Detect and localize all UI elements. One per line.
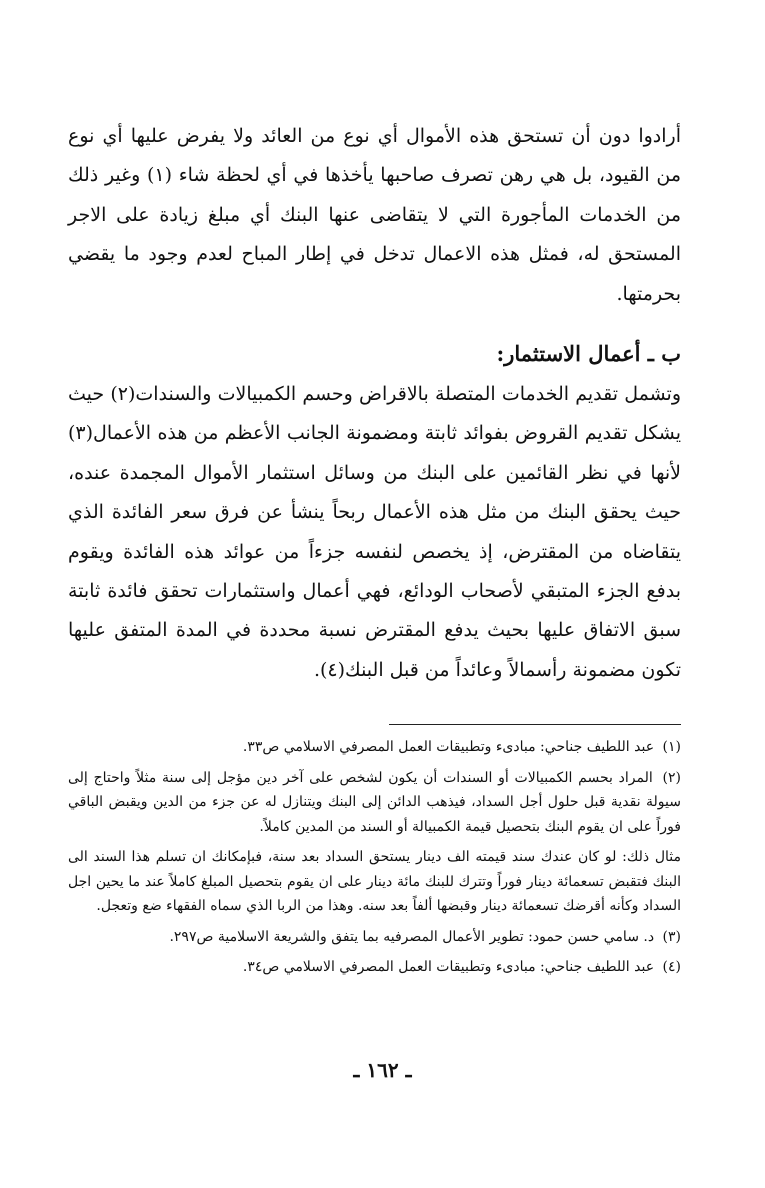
footnote-separator — [389, 724, 681, 725]
book-page — [68, 117, 681, 1188]
section-heading: ب ـ أعمال الاستثمار: — [496, 341, 681, 367]
footnote-text: عبد اللطيف جناحي: مبادىء وتطبيقات العمل المصرفي الاسلامي ص٣٣. — [242, 739, 655, 756]
footnote-text: المراد بحسم الكمبيالات أو السندات أن يكون لشخص على آخر دين مؤجل إلى سنة مثلاً واحتاج إلى سيولة نقدية قبل حلول أجل السداد، فيذهب الدائن إلى البنك ويتنازل له عن جزء من الدين ويقبض الباقي فوراً على ان يقوم البنك بتحصيل قيمة الكمبيالة أو السند من المدين كاملاً. — [68, 769, 681, 835]
footnote-number: (١) — [662, 739, 681, 756]
footnotes — [68, 735, 681, 980]
footnote-text: مثال ذلك: لو كان عندك سند قيمته الف دينار يستحق السداد بعد سنة، فبإمكانك ان تسلم هذا السند الى البنك فتقبض تسعمائة دينار فوراً وتترك للبنك مائة دينار على ان يقوم بتحصيل المبلغ كاملاً عند ما يحين اجل السداد وكأنه أقرضك تسعمائة دينار وقبضها ألفاً بعد سنه. وهذا من الربا الذي سماه الفقهاء ضع وتعجل. — [68, 849, 681, 915]
footnote-number: (٤) — [662, 959, 681, 976]
footnote-4 — [68, 955, 681, 980]
footnote-2 — [68, 766, 681, 840]
footnote-1 — [68, 735, 681, 760]
footnote-number: (٣) — [662, 928, 681, 945]
page-number: ـ ١٦٢ ـ — [353, 1058, 412, 1082]
body-paragraph-2: وتشمل تقديم الخدمات المتصلة بالاقراض وحسم الكمبيالات والسندات(٢) حيث يشكل تقديم القروض بفوائد ثابتة ومضمونة الجانب الأعظم من هذه الأعمال(٣) لأنها في نظر القائمين على البنك من وسائل استثمار الأموال المجمدة عنده، حيث يحقق البنك من مثل هذه الأعمال ربحاً ينشأ عن فرق سعر الفائدة الذي يتقاضاه من المقترض، إذ يخصص لنفسه جزءاً من عوائد هذه الفائدة ويقوم بدفع الجزء المتبقي لأصحاب الودائع، فهي أعمال واستثمارات تحقق فائدة ثابتة سبق الاتفاق عليها بحيث يدفع المقترض نسبة محددة في المدة المتفق عليها تكون مضمونة رأسمالاً وعائداً من قبل البنك(٤). — [68, 383, 681, 681]
footnote-number: (٢) — [662, 769, 681, 786]
body-paragraph-1: أرادوا دون أن تستحق هذه الأموال أي نوع من العائد ولا يفرض عليها أي نوع من القيود، بل هي رهن تصرف صاحبها يأخذها في أي لحظة شاء (١) وغير ذلك من الخدمات المأجورة التي لا يتقاضى عنها البنك أي مبلغ زيادة على الاجر المستحق له، فمثل هذه الاعمال تدخل في إطار المباح لعدم وجود ما يقضي بحرمتها. — [68, 125, 681, 305]
footnote-2-example — [68, 845, 681, 919]
footnote-text: د. سامي حسن حمود: تطوير الأعمال المصرفيه بما يتفق والشريعة الاسلامية ص٢٩٧. — [169, 928, 655, 945]
footnote-3 — [68, 925, 681, 950]
footnote-text: عبد اللطيف جناحي: مبادىء وتطبيقات العمل المصرفي الاسلامي ص٣٤. — [242, 959, 655, 976]
